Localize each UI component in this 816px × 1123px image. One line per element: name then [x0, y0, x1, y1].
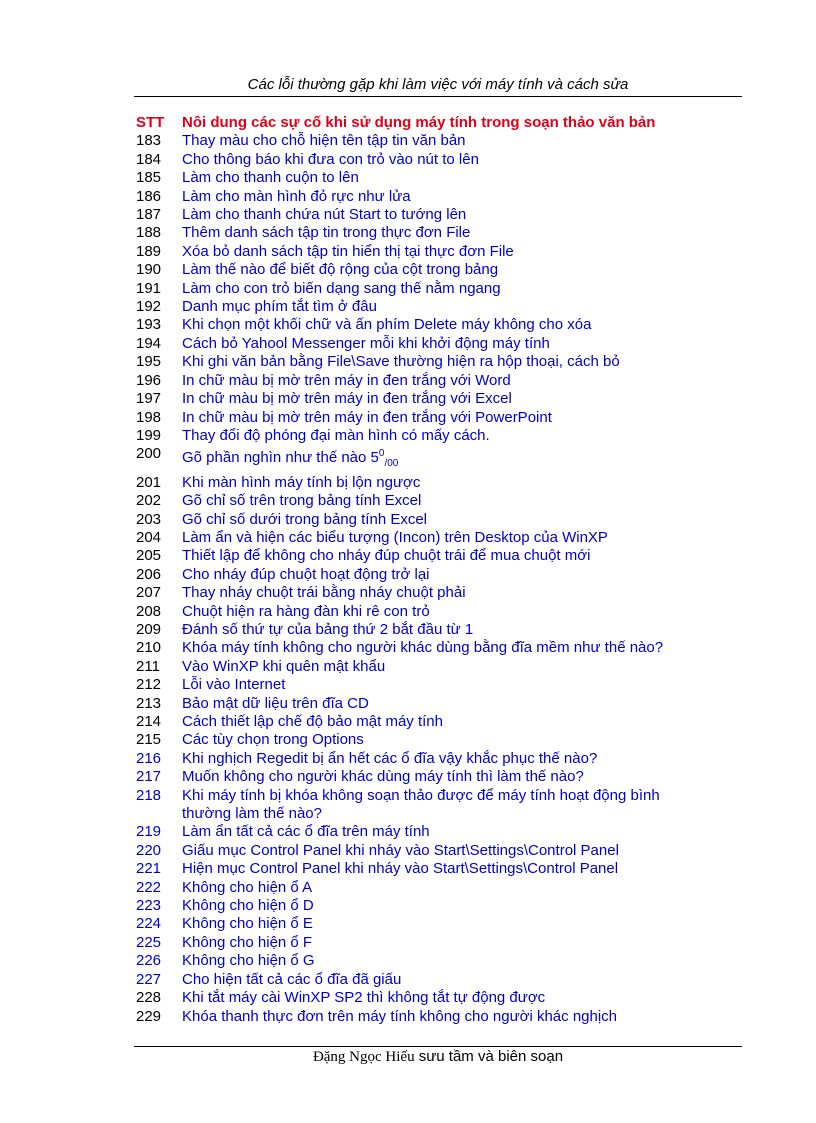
- item-title-text: Hiện mục Control Panel khi nháy vào Start\Settings\Control Panel: [182, 860, 619, 878]
- item-number: 185: [136, 169, 162, 187]
- list-item: [136, 787, 736, 824]
- item-title[interactable]: [182, 695, 369, 713]
- item-number: 206: [136, 565, 162, 583]
- item-number: 218: [136, 786, 162, 804]
- troubleshooting-list: [136, 114, 736, 1026]
- item-title[interactable]: [182, 280, 501, 298]
- item-title-text: Làm thế nào để biết độ rộng của cột trong bảng: [182, 261, 499, 279]
- item-title[interactable]: [182, 188, 411, 206]
- item-title-text: Vào WinXP khi quên mật khẩu: [182, 657, 386, 675]
- item-number: 192: [136, 298, 162, 316]
- item-title-text: Giấu mục Control Panel khi nháy vào Start\Settings\Control Panel: [182, 841, 619, 859]
- item-title[interactable]: [182, 316, 591, 334]
- item-title-text: Cho hiện tất cả các ổ đĩa đã giấu: [182, 970, 402, 988]
- item-number: 197: [136, 390, 162, 408]
- item-title[interactable]: [182, 261, 498, 279]
- item-title[interactable]: [182, 206, 466, 224]
- item-title[interactable]: [182, 492, 421, 510]
- footer-text: sưu tầm và biên soạn: [418, 1048, 564, 1065]
- list-item: [136, 860, 736, 878]
- item-title-text: Khi màn hình máy tính bị lộn ngược: [182, 473, 421, 491]
- item-title[interactable]: [182, 971, 401, 989]
- item-title-text: Thay màu cho chỗ hiện tên tập tin văn bản: [182, 132, 466, 150]
- list-item: [136, 390, 736, 408]
- page-footer: [134, 1048, 742, 1066]
- item-number: 193: [136, 316, 162, 334]
- item-title-text: Cách thiết lập chế độ bảo mật máy tính: [182, 713, 443, 730]
- column-header-number: STT: [136, 114, 165, 131]
- list-item: [136, 151, 736, 169]
- item-title-text: Cho nháy đúp chuột hoạt động trở lại: [182, 565, 430, 583]
- list-item: [136, 879, 736, 897]
- item-title[interactable]: [182, 335, 550, 353]
- list-item: [136, 842, 736, 860]
- list-item: [136, 316, 736, 334]
- item-title-text: Làm cho thanh cuộn to lên: [182, 169, 359, 187]
- list-item: [136, 547, 736, 565]
- item-title[interactable]: [182, 243, 514, 261]
- header-divider: [134, 96, 742, 97]
- item-title-text: Thay nháy chuột trái bằng nháy chuột phải: [182, 584, 466, 602]
- item-number: 221: [136, 860, 162, 878]
- list-item: [136, 243, 736, 261]
- item-number: 214: [136, 713, 162, 730]
- item-number: 217: [136, 768, 162, 786]
- item-title[interactable]: [182, 390, 512, 408]
- item-title[interactable]: [182, 952, 315, 970]
- table-header-row: [136, 114, 736, 132]
- item-number: 188: [136, 224, 162, 242]
- item-title[interactable]: [182, 731, 364, 749]
- item-title-text: Khi chọn một khối chữ và ấn phím Delete máy không cho xóa: [182, 316, 592, 334]
- item-title-text: Không cho hiện ổ D: [182, 897, 314, 915]
- item-title[interactable]: [182, 915, 313, 933]
- item-title-text: Cho thông báo khi đưa con trỏ vào nút to lên: [182, 150, 479, 168]
- item-number: 184: [136, 150, 162, 168]
- list-item: [136, 474, 736, 492]
- list-item: [136, 952, 736, 970]
- list-item: [136, 584, 736, 602]
- item-title[interactable]: [182, 474, 420, 492]
- list-item: [136, 713, 736, 731]
- item-title[interactable]: [182, 603, 430, 621]
- item-title-text: Thêm danh sách tập tin trong thực đơn File: [182, 224, 471, 242]
- item-number: 222: [136, 878, 162, 896]
- item-number: 183: [136, 132, 162, 150]
- item-number: 205: [136, 547, 162, 565]
- item-number: 220: [136, 841, 162, 859]
- item-title[interactable]: [182, 445, 398, 473]
- list-item: [136, 731, 736, 749]
- item-title-text: Không cho hiện ổ A: [182, 878, 313, 896]
- item-number: 227: [136, 970, 162, 988]
- item-title[interactable]: [182, 989, 545, 1007]
- item-number: 208: [136, 602, 162, 620]
- list-item: [136, 206, 736, 224]
- item-number: 201: [136, 473, 162, 491]
- item-number: 213: [136, 694, 162, 712]
- item-title-text: Cách bỏ Yahool Messenger mỗi khi khởi động máy tính: [182, 334, 550, 352]
- item-number: 228: [136, 989, 162, 1007]
- item-number: 190: [136, 261, 162, 279]
- list-item: [136, 603, 736, 621]
- item-title-text: In chữ màu bị mờ trên máy in đen trắng với Excel: [182, 390, 512, 408]
- item-title[interactable]: [182, 409, 552, 427]
- item-title[interactable]: [182, 566, 430, 584]
- item-title-text: Khi tắt máy cài WinXP SP2 thì không tắt tự động được: [182, 989, 546, 1007]
- item-title-text: Không cho hiện ổ E: [182, 915, 313, 933]
- item-title-text: Khóa máy tính không cho người khác dùng bằng đĩa mềm như thế nào?: [182, 639, 664, 657]
- item-number: 200: [136, 445, 162, 463]
- item-number: 194: [136, 334, 162, 352]
- list-item: [136, 971, 736, 989]
- item-number: 196: [136, 371, 162, 389]
- item-number: 187: [136, 206, 162, 224]
- item-title-text: Xóa bỏ danh sách tập tin hiển thị tại thực đơn File: [182, 242, 514, 260]
- list-item: [136, 280, 736, 298]
- item-title[interactable]: [182, 584, 466, 602]
- item-title-subscript: /00: [384, 458, 399, 470]
- item-number: 186: [136, 187, 162, 205]
- item-number: 212: [136, 676, 162, 694]
- item-title-text: In chữ màu bị mờ trên máy in đen trắng với Word: [182, 371, 511, 389]
- item-title-text: Thiết lập để không cho nháy đúp chuột trái để mua chuột mới: [182, 547, 591, 565]
- list-item: [136, 372, 736, 390]
- item-title-text: Làm ẩn tất cả các ổ đĩa trên máy tính: [182, 823, 430, 841]
- item-number: 225: [136, 933, 162, 951]
- item-title[interactable]: [182, 372, 511, 390]
- column-header-content: Nôi dung các sự cố khi sử dụng máy tính trong soạn thảo văn bản: [182, 114, 656, 131]
- item-title[interactable]: [182, 169, 359, 187]
- item-number: 229: [136, 1007, 162, 1025]
- item-number: 223: [136, 897, 162, 915]
- item-title-text: Không cho hiện ổ G: [182, 952, 315, 970]
- item-title-continuation: thường làm thế nào?: [182, 805, 322, 823]
- list-item: [136, 676, 736, 694]
- list-item: [136, 915, 736, 933]
- item-title-text: Không cho hiện ổ F: [182, 933, 313, 951]
- item-title-text: Khóa thanh thực đơn trên máy tính không cho người khác nghịch: [182, 1007, 618, 1025]
- list-item: [136, 427, 736, 445]
- list-item: [136, 658, 736, 676]
- item-title[interactable]: [182, 511, 427, 529]
- item-title-text: Làm cho con trỏ biến dạng sang thế nằm ngang: [182, 279, 501, 297]
- list-item: [136, 298, 736, 316]
- item-title-text: Đánh số thứ tự của bảng thứ 2 bắt đầu từ 1: [182, 620, 474, 638]
- item-title-text: In chữ màu bị mờ trên máy in đen trắng với PowerPoint: [182, 408, 552, 426]
- item-number: 210: [136, 639, 162, 657]
- list-item: [136, 529, 736, 547]
- item-number: 211: [136, 657, 160, 675]
- list-item: [136, 188, 736, 206]
- item-number: 198: [136, 408, 162, 426]
- item-title[interactable]: [182, 842, 619, 860]
- list-item: [136, 639, 736, 657]
- list-item: [136, 224, 736, 242]
- item-title[interactable]: [182, 547, 590, 565]
- list-item: [136, 823, 736, 841]
- item-title-text: Muốn không cho người khác dùng máy tính thì làm thế nào?: [182, 768, 584, 786]
- item-title[interactable]: [182, 750, 597, 768]
- footer-divider: [134, 1046, 742, 1047]
- item-title-text: Chuột hiện ra hàng đàn khi rê con trỏ: [182, 602, 430, 620]
- item-number: 189: [136, 242, 162, 260]
- item-number: 215: [136, 731, 162, 749]
- item-number: 199: [136, 426, 162, 444]
- list-item: [136, 934, 736, 952]
- list-item: [136, 511, 736, 529]
- item-title-text: Làm ẩn và hiện các biểu tượng (Incon) trên Desktop của WinXP: [182, 528, 608, 546]
- list-item: [136, 409, 736, 427]
- item-title[interactable]: [182, 768, 584, 786]
- list-item: [136, 132, 736, 150]
- item-title[interactable]: [182, 353, 620, 371]
- item-number: 207: [136, 584, 162, 602]
- item-number: 226: [136, 952, 162, 970]
- list-item: [136, 492, 736, 510]
- list-item: [136, 695, 736, 713]
- item-title[interactable]: [182, 224, 470, 242]
- list-item: [136, 1008, 736, 1026]
- item-title[interactable]: [182, 298, 377, 316]
- list-item: [136, 445, 736, 473]
- item-title-text: Làm cho thanh chứa nút Start to tướng lên: [182, 206, 467, 224]
- footer-author: Đặng Ngọc Hiếu: [312, 1049, 415, 1065]
- item-title[interactable]: [182, 860, 618, 878]
- item-title[interactable]: [182, 151, 479, 169]
- page-header: Các lỗi thường gặp khi làm việc với máy tính và cách sửa: [247, 76, 629, 93]
- item-title-text: Các tùy chọn trong Options: [182, 731, 364, 749]
- item-number: 202: [136, 492, 162, 510]
- item-title[interactable]: [182, 934, 312, 952]
- item-title[interactable]: [182, 897, 314, 915]
- item-title-text: Bảo mật dữ liệu trên đĩa CD: [182, 694, 369, 712]
- item-title[interactable]: [182, 787, 660, 824]
- item-number: 191: [136, 279, 162, 297]
- list-item: [136, 261, 736, 279]
- item-title[interactable]: [182, 639, 663, 657]
- list-item: [136, 768, 736, 786]
- list-item: [136, 566, 736, 584]
- item-title-text: Gõ chỉ số trên trong bảng tính Excel: [182, 492, 422, 510]
- item-title-text: Gõ chỉ số dưới trong bảng tính Excel: [182, 510, 428, 528]
- item-title-text: Gõ phần nghìn như thế nào 5: [182, 449, 379, 467]
- item-title[interactable]: [182, 676, 285, 694]
- item-title[interactable]: [182, 1008, 617, 1026]
- list-item: [136, 989, 736, 1007]
- item-title-text: Khi máy tính bị khóa không soạn thảo được để máy tính hoạt động bình: [182, 786, 660, 804]
- item-number: 219: [136, 823, 162, 841]
- list-item: [136, 621, 736, 639]
- item-title-text: Thay đổi độ phóng đại màn hình có mấy cách.: [182, 426, 490, 444]
- item-title-text: Làm cho màn hình đỏ rực như lửa: [182, 187, 411, 205]
- item-number: 203: [136, 510, 162, 528]
- item-title-text: Danh mục phím tắt tìm ở đâu: [182, 298, 377, 316]
- item-number: 195: [136, 353, 162, 371]
- list-item: [136, 750, 736, 768]
- item-title-text: Khi ghi văn bản bằng File\Save thường hiện ra hộp thoại, cách bỏ: [182, 353, 620, 371]
- item-title[interactable]: [182, 621, 473, 639]
- item-title-text: Lỗi vào Internet: [182, 676, 286, 694]
- item-number: 224: [136, 915, 162, 933]
- item-title[interactable]: [182, 529, 608, 547]
- item-title[interactable]: [182, 132, 466, 150]
- item-number: 204: [136, 528, 162, 546]
- item-number: 216: [136, 749, 162, 767]
- list-rows: [136, 132, 736, 1026]
- item-title[interactable]: [182, 713, 443, 731]
- list-item: [136, 897, 736, 915]
- item-title[interactable]: [182, 823, 430, 841]
- item-title-superscript: 0: [378, 448, 385, 460]
- list-item: [136, 169, 736, 187]
- item-title[interactable]: [182, 427, 490, 445]
- item-title-text: Khi nghịch Regedit bị ẩn hết các ổ đĩa vậy khắc phục thế nào?: [182, 749, 598, 767]
- list-item: [136, 353, 736, 371]
- item-title[interactable]: [182, 879, 312, 897]
- list-item: [136, 335, 736, 353]
- item-number: 209: [136, 620, 162, 638]
- item-title[interactable]: [182, 658, 385, 676]
